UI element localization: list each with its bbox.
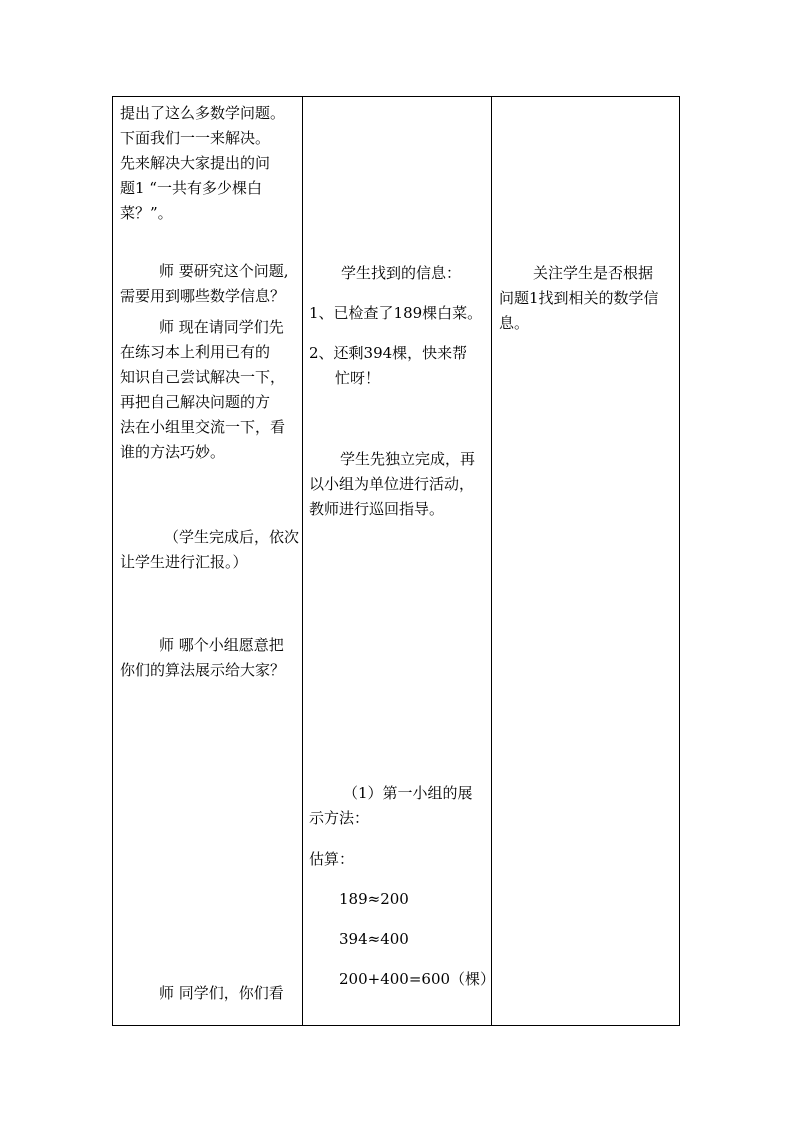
col2-estimate-label: 估算： <box>309 850 355 868</box>
col1-showcase-paragraph: 师 哪个小组愿意把 你们的算法展示给大家？ <box>120 636 286 679</box>
col2-equation-3: 200+400=600（棵） <box>339 970 496 988</box>
col2-info-item-2: 2、还剩394棵，快来帮 忙呀！ <box>309 344 468 387</box>
col3-note-paragraph: 关注学生是否根据 问题1找到相关的数学信 息。 <box>499 264 659 332</box>
lesson-table <box>112 96 680 1026</box>
col2-equation-1: 189≈200 <box>339 890 409 908</box>
col1-report-paragraph: （学生完成后，依次 让学生进行汇报。） <box>120 528 300 571</box>
column-divider-2 <box>491 97 492 1025</box>
col2-group1-paragraph: （1）第一小组的展 示方法： <box>309 784 473 827</box>
col1-closing-paragraph: 师 同学们，你们看 <box>159 984 284 1002</box>
col2-activity-paragraph: 学生先独立完成，再 以小组为单位进行活动， 教师进行巡回指导。 <box>309 450 476 518</box>
col2-equation-2: 394≈400 <box>339 930 409 948</box>
col1-question-paragraph: 师 要研究这个问题, 需要用到哪些数学信息？ <box>120 262 289 305</box>
col2-info-item-1: 1、已检查了189棵白菜。 <box>309 304 483 322</box>
col2-info-title: 学生找到的信息： <box>341 264 462 282</box>
col1-instruction-paragraph: 师 现在请同学们先 在练习本上利用已有的 知识自己尝试解决一下， 再把自己解决问题的方 法在小组里交流一下，看 谁的方法巧妙。 <box>120 318 286 461</box>
column-divider-1 <box>302 97 303 1025</box>
col1-intro-paragraph: 提出了这么多数学问题。 下面我们一一来解决。 先来解决大家提出的问 题1 “一共有多少棵白 菜？”。 <box>120 104 286 222</box>
